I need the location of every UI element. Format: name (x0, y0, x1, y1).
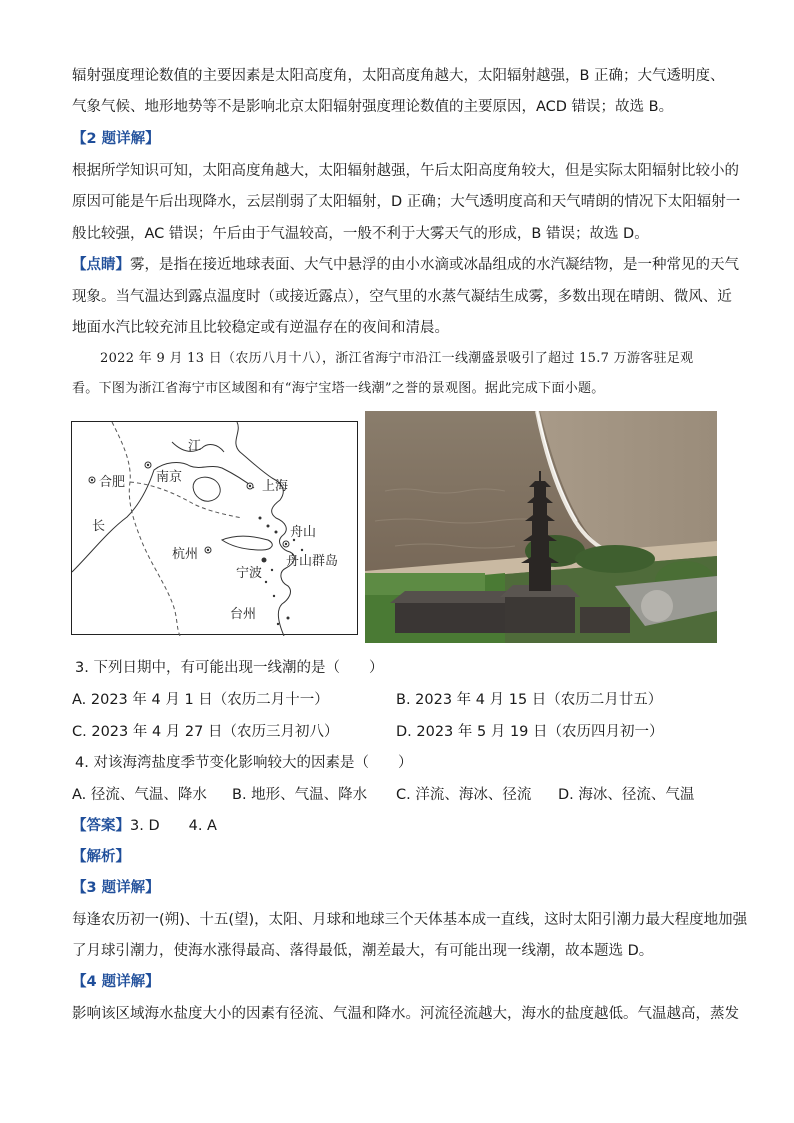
q3-option-a: A. 2023 年 4 月 1 日（农历二月十一） (72, 692, 329, 708)
text-line: 了月球引潮力，使海水涨得最高、落得最低，潮差最大，有可能出现一线潮，故本题选 D。 (72, 943, 654, 959)
answer-value: 3. D 4. A (130, 818, 217, 834)
map-label-hangzhou: 杭州 (172, 547, 199, 562)
map-label-shanghai: 上海 (262, 479, 289, 494)
answer-line (72, 816, 217, 836)
map-label-chang: 长 (92, 519, 106, 534)
text-line: 地面水汽比较充沛且比较稳定或有逆温存在的夜间和清晨。 (72, 320, 449, 336)
text-line: 影响该区域海水盐度大小的因素有径流、气温和降水。河流径流越大，海水的盐度越低。气温越高，蒸发 (72, 1006, 739, 1022)
text-line: 气象气候、地形地势等不是影响北京太阳辐射强度理论数值的主要原因，ACD 错误；故选 B。 (72, 99, 674, 115)
map-label-zhoushan-islands: 舟山群岛 (286, 554, 339, 569)
section-heading-q2: 【2 题详解】 (72, 131, 160, 147)
q3-option-b: B. 2023 年 4 月 15 日（农历二月廿五） (396, 692, 663, 708)
question-4-stem: 4. 对该海湾盐度季节变化影响较大的因素是（ ） (75, 755, 413, 771)
map-label-taizhou: 台州 (230, 607, 257, 622)
q3-option-c: C. 2023 年 4 月 27 日（农历三月初八） (72, 724, 339, 740)
analysis-heading: 【解析】 (72, 849, 130, 865)
q4-option-d: D. 海冰、径流、气温 (558, 787, 695, 803)
intro-line: 看。下图为浙江省海宁市区域图和有“海宁宝塔一线潮”之誉的景观图。据此完成下面小题。 (72, 381, 605, 396)
map-drawing (72, 422, 359, 636)
text-line: 辐射强度理论数值的主要因素是太阳高度角，太阳高度角越大，太阳辐射越强，B 正确；大气透明度、 (72, 68, 725, 84)
answer-label: 【答案】 (72, 818, 130, 834)
text-line: 每逢农历初一(朔)、十五(望)，太阳、月球和地球三个天体基本成一直线，这时太阳引潮力最大程度地加强 (72, 912, 748, 928)
haining-pagoda-tide-photo (365, 411, 717, 643)
question-3-stem: 3. 下列日期中，有可能出现一线潮的是（ ） (75, 660, 384, 676)
tip-text: 雾，是指在接近地球表面、大气中悬浮的由小水滴或冰晶组成的水汽凝结物，是一种常见的天气 (130, 257, 739, 273)
map-label-nanjing: 南京 (156, 470, 183, 485)
q4-option-a: A. 径流、气温、降水 (72, 787, 207, 803)
map-label-zhoushan: 舟山 (290, 525, 317, 540)
intro-line: 2022 年 9 月 13 日（农历八月十八），浙江省海宁市沿江一线潮盛景吸引了超过 15.7 万游客驻足观 (100, 351, 694, 366)
section-heading-q3: 【3 题详解】 (72, 880, 160, 896)
map-label-jiang: 江 (188, 439, 202, 454)
map-label-ningbo: 宁波 (236, 566, 263, 581)
text-line: 根据所学知识可知，太阳高度角越大，太阳辐射越强，午后太阳高度角较大，但是实际太阳辐射比较小的 (72, 163, 739, 179)
q4-option-c: C. 洋流、海冰、径流 (396, 787, 532, 803)
q4-option-b: B. 地形、气温、降水 (232, 787, 368, 803)
haining-region-map (71, 421, 358, 635)
q3-option-d: D. 2023 年 5 月 19 日（农历四月初一） (396, 724, 664, 740)
tip-label: 【点睛】 (72, 257, 130, 273)
text-line: 原因可能是午后出现降水，云层削弱了太阳辐射，D 正确；大气透明度高和天气晴朗的情况下太阳辐射一 (72, 194, 741, 210)
map-label-hefei: 合肥 (99, 475, 126, 490)
text-line: 现象。当气温达到露点温度时（或接近露点），空气里的水蒸气凝结生成雾，多数出现在晴朗、微风、近 (72, 289, 732, 305)
photo-drawing (365, 411, 717, 643)
text-line: 般比较强，AC 错误；午后由于气温较高，一般不利于大雾天气的形成，B 错误；故选 D。 (72, 226, 649, 242)
section-heading-q4: 【4 题详解】 (72, 974, 160, 990)
tip-line (72, 255, 739, 275)
